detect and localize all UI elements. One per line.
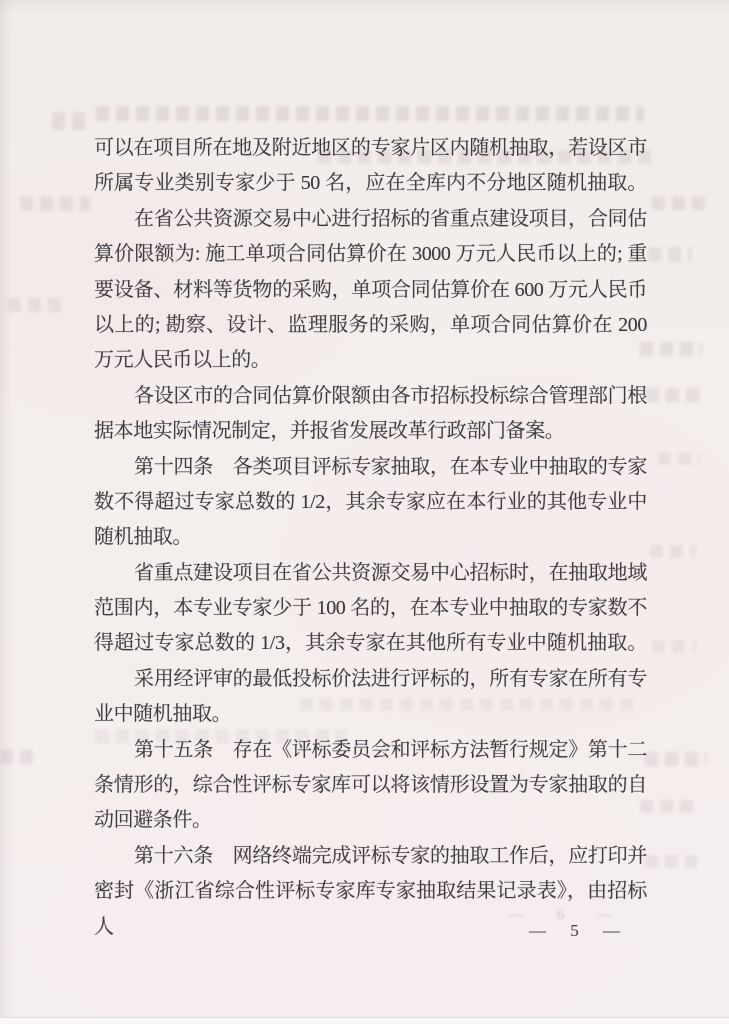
page-number: — 5 — (529, 921, 622, 940)
document-line: 省重点建设项目在省公共资源交易中心招标时，在抽取地域 (134, 561, 647, 584)
document-line: 所属专业类别专家少于 50 名，应在全库内不分地区随机抽取。 (94, 172, 647, 195)
document-line: 据本地实际情况制定，并报省发展改革行政部门备案。 (94, 420, 565, 443)
document-line: 条情形的，综合性评标专家库可以将该情形设置为专家抽取的自 (94, 774, 647, 797)
document-line: 算价限额为: 施工单项合同估算价在 3000 万元人民币以上的; 重 (94, 243, 647, 266)
document-line: 随机抽取。 (94, 526, 192, 549)
document-line: 万元人民币以上的。 (94, 349, 271, 372)
document-line: 第十四条 各类项目评标专家抽取，在本专业中抽取的专家 (134, 455, 647, 478)
document-line: 密封《浙江省综合性评标专家库专家抽取结果记录表》，由招标人 (94, 880, 647, 938)
bleed-through-smudge (0, 750, 40, 764)
document-line: 范围内，本专业专家少于 100 名的，在本专业中抽取的专家数不 (94, 597, 647, 620)
bleed-through-smudge (645, 855, 697, 868)
bleed-through-smudge (20, 196, 90, 211)
page-edge-bottom-strip (0, 1017, 729, 1024)
bleed-through-smudge (8, 298, 62, 312)
bleed-through-smudge (648, 247, 692, 262)
bleed-through-smudge (658, 452, 700, 465)
bleed-through-smudge (640, 800, 700, 813)
bleed-through-smudge (52, 112, 86, 130)
page-edge-shadow-top (0, 0, 729, 14)
document-line: 以上的; 勘察、设计、监理服务的采购，单项合同估算价在 200 (94, 313, 647, 336)
document-line: 数不得超过专家总数的 1/2，其余专家应在本行业的其他专业中 (94, 490, 647, 513)
document-line: 可以在项目所在地及附近地区的专家片区内随机抽取，若设区市 (94, 137, 647, 159)
bleed-through-smudge (646, 388, 702, 402)
document-line: 动回避条件。 (94, 809, 212, 832)
document-line: 业中随机抽取。 (94, 703, 232, 726)
document-line: 在省公共资源交易中心进行招标的省重点建设项目，合同估 (134, 207, 647, 230)
page-edge-shadow-left (0, 0, 12, 1024)
document-line: 要设备、材料等货物的采购，单项合同估算价在 600 万元人民币 (94, 278, 647, 301)
bleed-through-smudge (652, 196, 708, 210)
document-line: 第十六条 网络终端完成评标专家的抽取工作后，应打印并 (134, 844, 647, 867)
document-line: 第十五条 存在《评标委员会和评标方法暂行规定》第十二 (134, 738, 647, 761)
document-line: 各设区市的合同估算价限额由各市招标投标综合管理部门根 (134, 384, 647, 407)
bleed-through-smudge (96, 106, 644, 121)
bleed-page-number: — 6 — (508, 907, 613, 923)
bleed-through-smudge (650, 545, 696, 558)
bleed-through-smudge (640, 342, 702, 356)
document-line: 采用经评审的最低投标价法进行评标的，所有专家在所有专 (134, 667, 647, 690)
bleed-through-smudge (652, 640, 696, 653)
document-line: 得超过专家总数的 1/3，其余专家在其他所有专业中随机抽取。 (94, 632, 647, 655)
bleed-through-smudge (645, 752, 707, 766)
document-body (94, 131, 647, 938)
